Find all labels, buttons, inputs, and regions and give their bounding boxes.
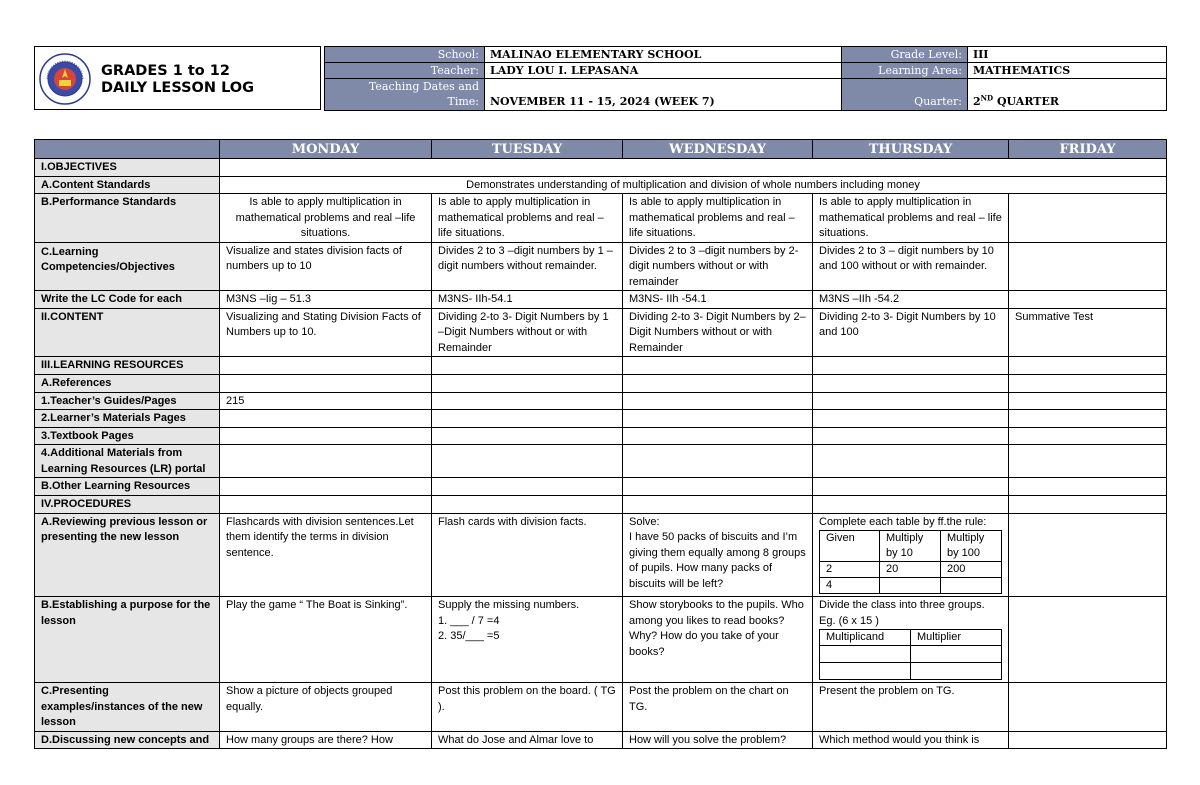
- table-cell: [623, 392, 813, 410]
- day-tuesday: TUESDAY: [432, 140, 623, 159]
- day-monday: MONDAY: [220, 140, 432, 159]
- table-header-cell: Multiplier: [911, 630, 1002, 646]
- table-row: [35, 683, 1167, 732]
- table-cell: [813, 357, 1009, 375]
- day-friday: FRIDAY: [1009, 140, 1167, 159]
- table-cell: Post the problem on the chart on TG.: [623, 683, 813, 732]
- teacher-value: LADY LOU I. LEPASANA: [485, 63, 842, 79]
- table-cell: [911, 646, 1002, 663]
- table-cell: [1009, 427, 1167, 445]
- table-header-cell: Given: [820, 531, 880, 562]
- table-header-cell: Multiply by 10: [880, 531, 941, 562]
- table-cell: Show storybooks to the pupils. Who among you likes to read books?Why? How do you take of your books?: [623, 597, 813, 683]
- table-row: [35, 194, 1167, 243]
- cell-line: Divide the class into three groups.: [819, 599, 985, 611]
- table-row: [35, 410, 1167, 428]
- table-cell: [432, 392, 623, 410]
- row-label: B.Performance Standards: [35, 194, 220, 243]
- table-cell: [1009, 495, 1167, 513]
- table-cell: [623, 445, 813, 478]
- row-label: 1.Teacher’s Guides/Pages: [35, 392, 220, 410]
- table-cell: [220, 357, 432, 375]
- table-cell: [820, 646, 911, 663]
- dates-label: [325, 79, 485, 111]
- title-line-1: GRADES 1 to 12: [101, 63, 230, 79]
- table-cell: [623, 410, 813, 428]
- table-cell: [220, 478, 432, 496]
- table-cell: Is able to apply multiplication in mathematical problems and real –life situations.: [432, 194, 623, 243]
- table-cell: [1009, 357, 1167, 375]
- table-cell: Dividing 2-to 3- Digit Numbers by 1 –Digit Numbers without or with Remainder: [432, 308, 623, 357]
- multiply-table-row: [820, 562, 1002, 578]
- row-label: Write the LC Code for each: [35, 291, 220, 309]
- table-cell: [432, 375, 623, 393]
- table-row: [35, 445, 1167, 478]
- table-cell: [432, 445, 623, 478]
- multiplicand-table-row: [820, 646, 1002, 663]
- table-row: [35, 176, 1167, 194]
- table-cell: Flash cards with division facts.: [432, 513, 623, 597]
- multiply-table-row: [820, 578, 1002, 594]
- table-cell: [813, 392, 1009, 410]
- table-cell: [623, 478, 813, 496]
- page-title: [101, 63, 254, 97]
- table-cell: [813, 375, 1009, 393]
- table-row: [35, 478, 1167, 496]
- title-line-2: DAILY LESSON LOG: [101, 80, 255, 96]
- table-cell: [1009, 242, 1167, 291]
- table-cell: M3NS- IIh-54.1: [432, 291, 623, 309]
- row-label: D.Discussing new concepts and: [35, 731, 220, 749]
- table-cell: [220, 427, 432, 445]
- table-cell: [813, 597, 1009, 683]
- table-cell: [432, 495, 623, 513]
- table-cell: How will you solve the problem?: [623, 731, 813, 749]
- table-row: [35, 495, 1167, 513]
- table-row: [35, 375, 1167, 393]
- table-cell: [880, 578, 941, 594]
- table-row: [35, 597, 1167, 683]
- cell-line: I have 50 packs of biscuits and I’m giving them equally among 8 groups of pupils. How many packs of biscuits will be left?: [629, 531, 806, 590]
- row-label: A.References: [35, 375, 220, 393]
- quarter-suffix: ND: [980, 93, 994, 103]
- table-cell: [1009, 597, 1167, 683]
- table-cell: What do Jose and Almar love to: [432, 731, 623, 749]
- day-header-blank: [35, 140, 220, 159]
- quarter-number: 2: [973, 95, 981, 108]
- table-row: [35, 242, 1167, 291]
- multiplicand-table-row: [820, 663, 1002, 680]
- table-cell: [623, 495, 813, 513]
- quarter-word: QUARTER: [993, 95, 1059, 108]
- table-cell: Which method would you think is: [813, 731, 1009, 749]
- table-cell: M3NS –Iig – 51.3: [220, 291, 432, 309]
- table-cell: [432, 597, 623, 683]
- table-cell: [1009, 731, 1167, 749]
- deped-seal-icon: [39, 53, 91, 105]
- table-cell: [220, 495, 432, 513]
- table-cell: [1009, 291, 1167, 309]
- row-label: A.Reviewing previous lesson or presenting the new lesson: [35, 513, 220, 597]
- table-cell: 2: [820, 562, 880, 578]
- table-header-cell: Multiply by 100: [941, 531, 1002, 562]
- table-cell: Divides 2 to 3 –digit numbers by 2-digit numbers without or with remainder: [623, 242, 813, 291]
- table-cell: [941, 578, 1002, 594]
- row-label: C.Learning Competencies/Objectives: [35, 242, 220, 291]
- table-cell: [813, 410, 1009, 428]
- cell-line: Complete each table by ff.the rule:: [819, 515, 987, 528]
- table-cell: [432, 427, 623, 445]
- area-value: MATHEMATICS: [968, 63, 1167, 79]
- table-row: [35, 513, 1167, 597]
- multiply-table: [819, 530, 1002, 594]
- table-cell: Summative Test: [1009, 308, 1167, 357]
- table-cell: 4: [820, 578, 880, 594]
- table-cell: [623, 427, 813, 445]
- table-cell: [1009, 683, 1167, 732]
- table-row: [35, 308, 1167, 357]
- row-label: I.OBJECTIVES: [35, 159, 220, 177]
- table-cell: [623, 357, 813, 375]
- table-header-cell: Multiplicand: [820, 630, 911, 646]
- area-label: Learning Area:: [842, 63, 968, 79]
- table-cell: [813, 513, 1009, 597]
- table-cell: Dividing 2-to 3- Digit Numbers by 10 and 100: [813, 308, 1009, 357]
- row-label: A.Content Standards: [35, 176, 220, 194]
- table-cell: [623, 375, 813, 393]
- table-cell: [1009, 375, 1167, 393]
- cell-line: Eg. (6 x 15 ): [819, 614, 879, 627]
- table-cell: [623, 513, 813, 597]
- school-value: MALINAO ELEMENTARY SCHOOL: [485, 47, 842, 63]
- table-cell: [1009, 445, 1167, 478]
- row-label: 2.Learner’s Materials Pages: [35, 410, 220, 428]
- table-cell: Play the game “ The Boat is Sinking”.: [220, 597, 432, 683]
- school-label: School:: [325, 47, 485, 63]
- day-wednesday: WEDNESDAY: [623, 140, 813, 159]
- cell-line: 1. ___ / 7 =4: [438, 614, 500, 627]
- content-standards-text: Demonstrates understanding of multiplication and division of whole numbers including money: [220, 176, 1167, 194]
- table-cell: [1009, 513, 1167, 597]
- table-cell: How many groups are there? How: [220, 731, 432, 749]
- table-cell: [813, 495, 1009, 513]
- lesson-info-table: [324, 46, 1167, 111]
- table-cell: Is able to apply multiplication in mathematical problems and real –life situations.: [220, 194, 432, 243]
- table-cell: [432, 478, 623, 496]
- grade-value: III: [968, 47, 1167, 63]
- table-cell: [1009, 478, 1167, 496]
- cell-line: Supply the missing numbers.: [438, 599, 580, 611]
- table-cell: M3NS- IIh -54.1: [623, 291, 813, 309]
- table-cell: 20: [880, 562, 941, 578]
- table-cell: [220, 159, 1167, 177]
- table-cell: [1009, 410, 1167, 428]
- quarter-value: [968, 79, 1167, 111]
- row-label: IV.PROCEDURES: [35, 495, 220, 513]
- table-cell: [813, 427, 1009, 445]
- multiplicand-table: [819, 629, 1002, 680]
- table-row: [35, 291, 1167, 309]
- table-cell: 215: [220, 392, 432, 410]
- teacher-label: Teacher:: [325, 63, 485, 79]
- table-cell: [1009, 392, 1167, 410]
- table-cell: Show a picture of objects grouped equally.: [220, 683, 432, 732]
- header-title-box: [34, 46, 321, 110]
- table-cell: M3NS –IIh -54.2: [813, 291, 1009, 309]
- row-label: III.LEARNING RESOURCES: [35, 357, 220, 375]
- table-cell: Post this problem on the board. ( TG ).: [432, 683, 623, 732]
- table-cell: Flashcards with division sentences.Let them identify the terms in division sentence.: [220, 513, 432, 597]
- table-cell: Divides 2 to 3 –digit numbers by 1 –digit numbers without remainder.: [432, 242, 623, 291]
- table-cell: [911, 663, 1002, 680]
- table-cell: [220, 375, 432, 393]
- row-label: B.Other Learning Resources: [35, 478, 220, 496]
- table-cell: Present the problem on TG.: [813, 683, 1009, 732]
- table-cell: Visualizing and Stating Division Facts of Numbers up to 10.: [220, 308, 432, 357]
- table-cell: [820, 663, 911, 680]
- table-cell: [1009, 194, 1167, 243]
- row-label: 3.Textbook Pages: [35, 427, 220, 445]
- quarter-label: Quarter:: [842, 79, 968, 111]
- multiply-table-header: [820, 531, 1002, 562]
- table-row: [35, 427, 1167, 445]
- table-cell: Is able to apply multiplication in mathematical problems and real – life situations.: [813, 194, 1009, 243]
- table-row: [35, 357, 1167, 375]
- table-cell: [813, 478, 1009, 496]
- dates-value: NOVEMBER 11 - 15, 2024 (WEEK 7): [485, 79, 842, 111]
- table-cell: 200: [941, 562, 1002, 578]
- row-label: II.CONTENT: [35, 308, 220, 357]
- table-row: [35, 731, 1167, 749]
- table-row: [35, 392, 1167, 410]
- multiplicand-table-header: [820, 630, 1002, 646]
- table-cell: [432, 410, 623, 428]
- table-cell: [432, 357, 623, 375]
- table-cell: Dividing 2-to 3- Digit Numbers by 2–Digit Numbers without or with Remainder: [623, 308, 813, 357]
- table-cell: [220, 445, 432, 478]
- table-cell: Is able to apply multiplication in mathematical problems and real –life situations.: [623, 194, 813, 243]
- table-row: [35, 159, 1167, 177]
- dates-label-line-2: Time:: [447, 95, 479, 108]
- row-label: B.Establishing a purpose for the lesson: [35, 597, 220, 683]
- table-cell: Divides 2 to 3 – digit numbers by 10 and 100 without or with remainder.: [813, 242, 1009, 291]
- table-cell: [813, 445, 1009, 478]
- grade-label: Grade Level:: [842, 47, 968, 63]
- day-thursday: THURSDAY: [813, 140, 1009, 159]
- cell-line: Solve:: [629, 515, 660, 528]
- row-label: C.Presenting examples/instances of the new lesson: [35, 683, 220, 732]
- cell-line: 2. 35/___ =5: [438, 630, 500, 642]
- lesson-log-table: [34, 139, 1167, 749]
- day-header-row: [35, 140, 1167, 159]
- table-cell: [220, 410, 432, 428]
- row-label: 4.Additional Materials from Learning Resources (LR) portal: [35, 445, 220, 478]
- dates-label-line-1: Teaching Dates and: [368, 80, 479, 93]
- table-cell: Visualize and states division facts of numbers up to 10: [220, 242, 432, 291]
